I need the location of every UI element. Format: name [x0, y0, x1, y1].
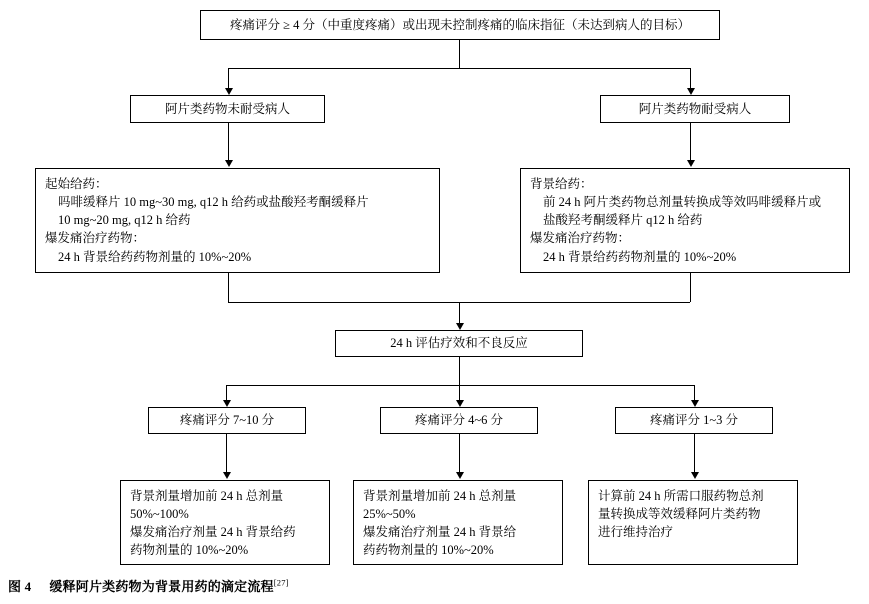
connector-assessment-down: [459, 357, 460, 385]
node-action-mid: [353, 480, 563, 565]
naive-regimen-line4: 爆发痛治疗药物：: [45, 231, 146, 246]
figure-caption-number: 图 4: [8, 579, 32, 594]
action-high-line2: 50%~100%: [130, 507, 189, 522]
connector-to-right-branch: [690, 68, 691, 89]
connector-to-score-low: [694, 385, 695, 401]
node-assessment-label: 24 h 评估疗效和不良反应: [390, 336, 528, 351]
action-mid-line3: 爆发痛治疗剂量 24 h 背景给: [363, 525, 517, 540]
arrow-to-left-branch: [225, 88, 233, 95]
arrow-left-branch-to-detail: [225, 160, 233, 167]
node-assessment: [335, 330, 583, 357]
naive-regimen-line3: 10 mg~20 mg, q12 h 给药: [58, 213, 191, 228]
connector-left-branch-to-detail: [228, 123, 229, 161]
node-score-1-3-label: 疼痛评分 1~3 分: [649, 413, 738, 428]
node-opioid-tolerant-label: 阿片类药物耐受病人: [638, 101, 752, 116]
arrow-score-mid-to-action: [456, 472, 464, 479]
connector-to-score-high: [226, 385, 227, 401]
action-low-line2: 量转换成等效缓释阿片类药物: [598, 507, 761, 522]
connector-right-branch-to-detail: [690, 123, 691, 161]
arrow-score-high-to-action: [223, 472, 231, 479]
tolerant-regimen-line1: 背景给药：: [530, 177, 593, 191]
node-score-1-3: [615, 407, 773, 434]
node-action-low: [588, 480, 798, 565]
connector-naive-regimen-down: [228, 273, 229, 302]
figure-caption-reference: [27]: [273, 577, 289, 588]
naive-regimen-line2: 吗啡缓释片 10 mg~30 mg, q12 h 给药或盐酸羟考酮缓释片: [58, 195, 369, 210]
arrow-to-score-low: [691, 400, 699, 407]
node-opioid-naive: [130, 95, 325, 123]
action-high-line3: 爆发痛治疗剂量 24 h 背景给药: [130, 525, 296, 540]
action-mid-line1: 背景剂量增加前 24 h 总剂量: [363, 489, 517, 503]
action-low-line1: 计算前 24 h 所需口服药物总剂: [598, 489, 764, 503]
arrow-right-branch-to-detail: [687, 160, 695, 167]
connector-score-split: [226, 385, 694, 386]
connector-to-score-mid: [459, 385, 460, 401]
node-opioid-tolerant: [600, 95, 790, 123]
tolerant-regimen-line5: 24 h 背景给药药物剂量的 10%~20%: [543, 249, 737, 264]
connector-top-stem: [459, 40, 460, 68]
action-high-line1: 背景剂量增加前 24 h 总剂量: [130, 489, 284, 503]
naive-regimen-line1: 起始给药：: [45, 177, 108, 191]
action-low-line3: 进行维持治疗: [598, 525, 674, 540]
connector-score-high-down: [226, 434, 227, 473]
node-top-criteria-label: 疼痛评分 ≥ 4 分（中重度疼痛）或出现未控制疼痛的临床指征（未达到病人的目标）: [230, 17, 690, 32]
node-action-high: [120, 480, 330, 565]
node-score-4-6: [380, 407, 538, 434]
naive-regimen-line5: 24 h 背景给药药物剂量的 10%~20%: [58, 249, 252, 264]
connector-score-mid-down: [459, 434, 460, 473]
connector-assessment-stem: [459, 302, 460, 324]
connector-score-low-down: [694, 434, 695, 473]
action-mid-line2: 25%~50%: [363, 507, 416, 522]
arrow-score-low-to-action: [691, 472, 699, 479]
arrow-to-score-high: [223, 400, 231, 407]
tolerant-regimen-line2: 前 24 h 阿片类药物总剂量转换成等效吗啡缓释片或: [543, 195, 822, 210]
arrow-to-assessment: [456, 323, 464, 330]
node-opioid-naive-label: 阿片类药物未耐受病人: [164, 101, 290, 116]
node-top-criteria: [200, 10, 720, 40]
connector-to-left-branch: [228, 68, 229, 89]
connector-tolerant-regimen-down: [690, 273, 691, 302]
connector-top-split: [228, 68, 690, 69]
node-score-7-10: [148, 407, 306, 434]
figure-caption: [8, 576, 289, 595]
node-score-7-10-label: 疼痛评分 7~10 分: [179, 413, 275, 428]
figure-caption-text: 缓释阿片类药物为背景用药的滴定流程: [49, 579, 274, 594]
action-mid-line4: 药药物剂量的 10%~20%: [363, 543, 494, 558]
node-naive-regimen: [35, 168, 440, 273]
action-high-line4: 药物剂量的 10%~20%: [130, 543, 249, 558]
tolerant-regimen-line4: 爆发痛治疗药物：: [530, 231, 631, 246]
arrow-to-score-mid: [456, 400, 464, 407]
tolerant-regimen-line3: 盐酸羟考酮缓释片 q12 h 给药: [543, 213, 703, 228]
node-tolerant-regimen: [520, 168, 850, 273]
arrow-to-right-branch: [687, 88, 695, 95]
node-score-4-6-label: 疼痛评分 4~6 分: [414, 413, 503, 428]
